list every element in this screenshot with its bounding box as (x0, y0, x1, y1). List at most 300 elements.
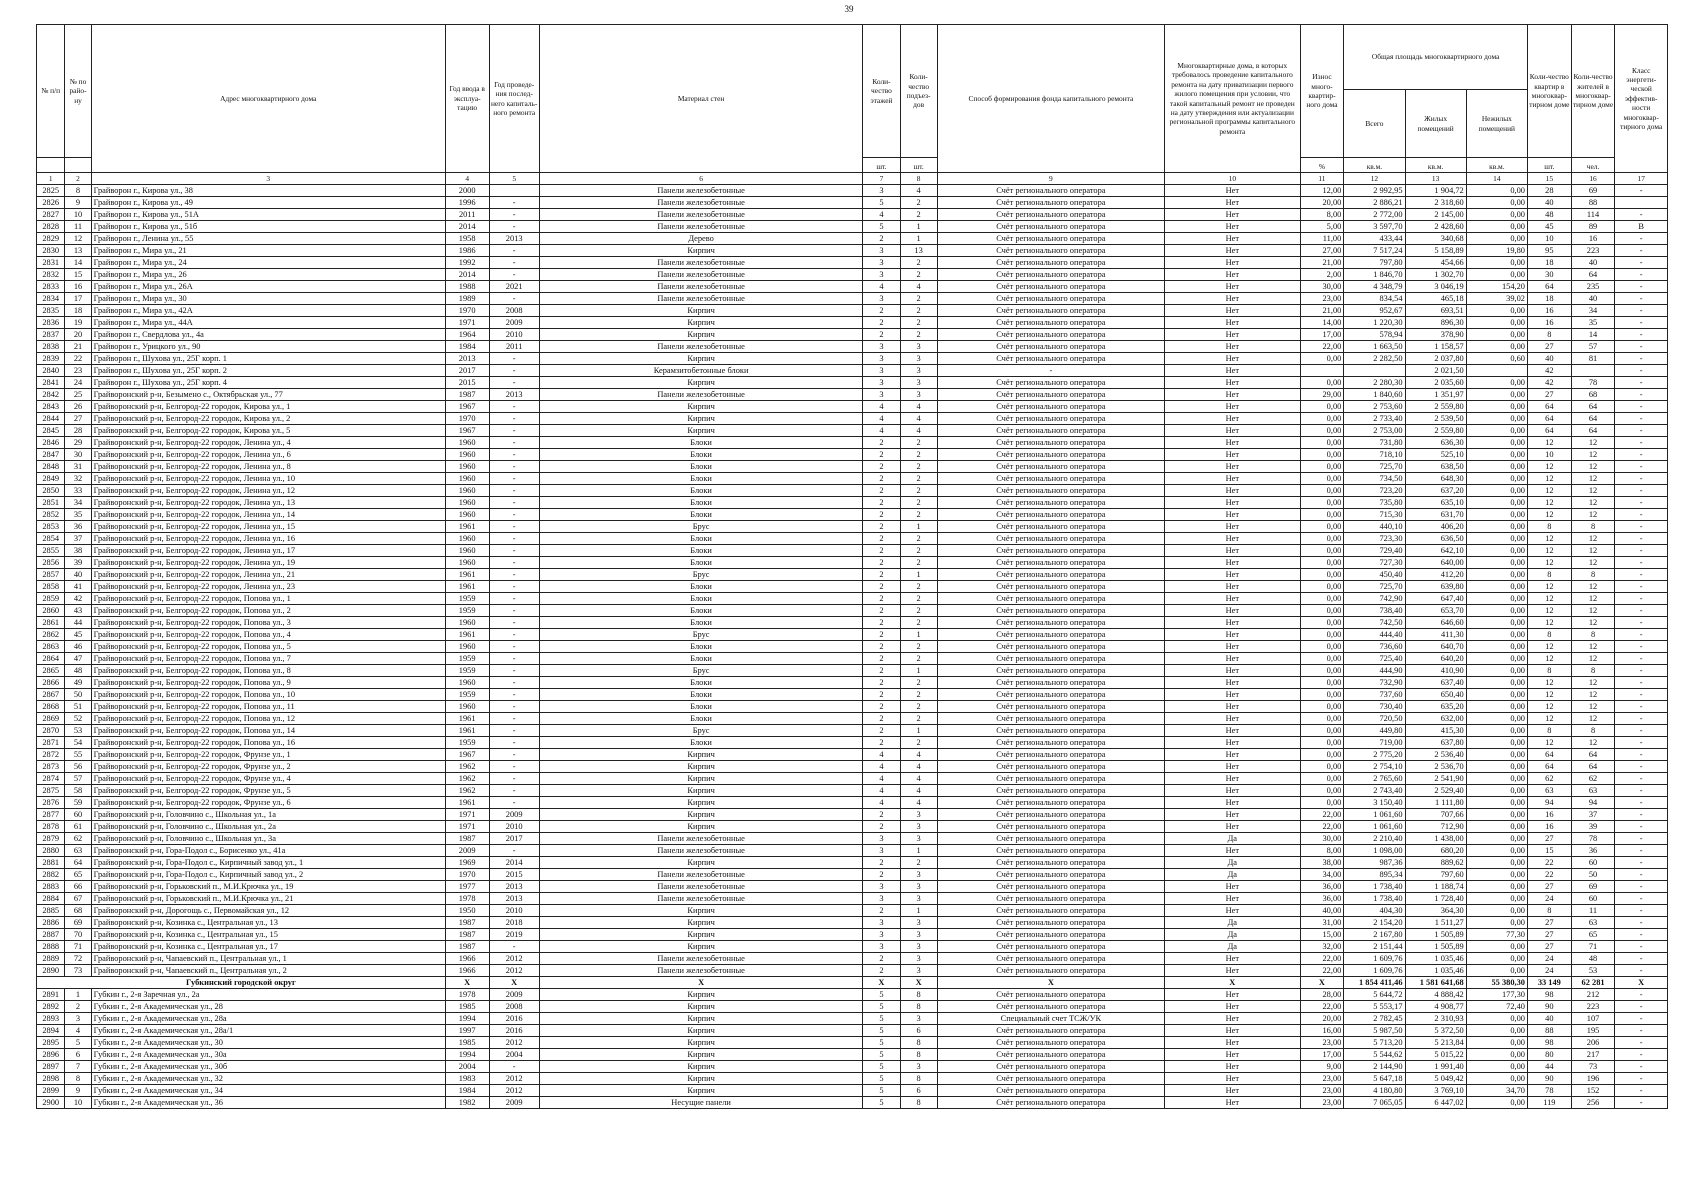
cell-area-total: 735,80 (1344, 497, 1405, 509)
cell-floors: 2 (863, 557, 900, 569)
cell-entrances: 3 (900, 1061, 937, 1073)
table-row (37, 269, 1668, 281)
cell-district-num: 73 (65, 965, 91, 977)
cell-year-built: 1967 (445, 749, 489, 761)
cell-address: Грайворонский р-н, Белгород-22 городок, Фрунзе ул., 6 (91, 797, 445, 809)
table-row (37, 1013, 1668, 1025)
cell-year-repair: - (489, 653, 539, 665)
cell-address: Грайворонский р-н, Чапаевский п., Центральная ул., 2 (91, 965, 445, 977)
cell-wear: 0,00 (1300, 605, 1344, 617)
cell-district-num: 40 (65, 569, 91, 581)
cell-year-repair: - (489, 677, 539, 689)
cell-residents: 12 (1571, 617, 1615, 629)
cell-area-living: 647,40 (1405, 593, 1466, 605)
cell-year-built: 1997 (445, 1025, 489, 1037)
cell-energy-class: - (1615, 701, 1668, 713)
cell-apartments: 12 (1527, 617, 1571, 629)
cell-district-num: 67 (65, 893, 91, 905)
cell-entrances: 2 (900, 485, 937, 497)
cell-wear: 0,00 (1300, 497, 1344, 509)
cell-address: Грайворонский р-н, Гора-Подол с., Кирпичный завод ул., 1 (91, 857, 445, 869)
cell-energy-class: - (1615, 773, 1668, 785)
cell-repair-required: Да (1165, 857, 1301, 869)
cell-year-built: 2015 (445, 377, 489, 389)
table-row (37, 449, 1668, 461)
cell-row-num: 2828 (37, 221, 65, 233)
cell-address: Грайворонский р-н, Белгород-22 городок, Фрунзе ул., 5 (91, 785, 445, 797)
cell-district-num: 9 (65, 197, 91, 209)
cell-floors: 5 (863, 1001, 900, 1013)
cell-floors: 3 (863, 341, 900, 353)
cell-wall-material: Панели железобетонные (539, 197, 863, 209)
cell-fund-method: Счёт регионального оператора (937, 593, 1164, 605)
cell-wear: 5,00 (1300, 221, 1344, 233)
table-row (37, 749, 1668, 761)
cell-fund-method: Счёт регионального оператора (937, 641, 1164, 653)
cell-row-num: 2831 (37, 257, 65, 269)
cell-repair-required: Нет (1165, 449, 1301, 461)
header-apartments: Коли-чество квартир в многоквар-тирном доме (1527, 25, 1571, 158)
cell-row-num: 2829 (37, 233, 65, 245)
cell-wall-material: Блоки (539, 593, 863, 605)
cell-residents: 89 (1571, 221, 1615, 233)
cell-residents: 48 (1571, 953, 1615, 965)
cell-energy-class: - (1615, 629, 1668, 641)
cell-floors: 2 (863, 701, 900, 713)
cell-year-repair: 2014 (489, 857, 539, 869)
cell-area-nonliving: 0,00 (1466, 641, 1527, 653)
cell-area-living: 653,70 (1405, 605, 1466, 617)
cell-floors: 4 (863, 281, 900, 293)
table-row (37, 953, 1668, 965)
cell-district-num: 50 (65, 689, 91, 701)
cell-residents: 8 (1571, 665, 1615, 677)
cell-apartments: 63 (1527, 785, 1571, 797)
cell-district-num: 28 (65, 425, 91, 437)
cell-year-built: 1978 (445, 893, 489, 905)
cell-row-num: 2865 (37, 665, 65, 677)
cell-area-living: 2 559,80 (1405, 425, 1466, 437)
table-row (37, 653, 1668, 665)
cell-year-repair: 2009 (489, 317, 539, 329)
cell-year-built: 1959 (445, 737, 489, 749)
cell-energy-class: - (1615, 473, 1668, 485)
cell-area-total: 797,80 (1344, 257, 1405, 269)
cell-area-nonliving: 0,00 (1466, 665, 1527, 677)
cell-energy-class: - (1615, 941, 1668, 953)
cell-apartments: 12 (1527, 437, 1571, 449)
table-row (37, 941, 1668, 953)
cell-year-built: 1967 (445, 401, 489, 413)
cell-row-num: 2827 (37, 209, 65, 221)
cell-apartments: 15 (1527, 845, 1571, 857)
column-number: 1 (37, 173, 65, 185)
cell-district-num: 62 (65, 833, 91, 845)
cell-area-total: 1 220,30 (1344, 317, 1405, 329)
cell-address: Грайворонский р-н, Белгород-22 городок, Попова ул., 12 (91, 713, 445, 725)
cell-wear: 0,00 (1300, 677, 1344, 689)
cell-floors: 4 (863, 773, 900, 785)
cell-wall-material: Блоки (539, 689, 863, 701)
cell-address: Грайворонский р-н, Белгород-22 городок, Попова ул., 2 (91, 605, 445, 617)
cell-floors: 5 (863, 197, 900, 209)
cell-apartments: 64 (1527, 401, 1571, 413)
cell-area-living: 1 035,46 (1405, 965, 1466, 977)
cell-area-total: 2 753,60 (1344, 401, 1405, 413)
cell-area-nonliving: 0,00 (1466, 629, 1527, 641)
cell-energy-class: - (1615, 1001, 1668, 1013)
cell-repair-required: Нет (1165, 317, 1301, 329)
cell-row-num: 2850 (37, 485, 65, 497)
column-number: 7 (863, 173, 900, 185)
cell-area-total: 1 609,76 (1344, 965, 1405, 977)
cell-residents: 65 (1571, 929, 1615, 941)
cell-address: Грайворон г., Мира ул., 30 (91, 293, 445, 305)
header-year-built: Год ввода в эксплуа-тацию (445, 25, 489, 173)
cell-entrances: 4 (900, 797, 937, 809)
table-row (37, 509, 1668, 521)
cell-residents: 64 (1571, 761, 1615, 773)
cell-row-num: 2852 (37, 509, 65, 521)
cell-year-built: 1970 (445, 869, 489, 881)
cell-repair-required: Нет (1165, 437, 1301, 449)
cell-fund-method: Счёт регионального оператора (937, 785, 1164, 797)
cell-address: Губкин г., 2-я Заречная ул., 2а (91, 989, 445, 1001)
cell-year-built: 1970 (445, 413, 489, 425)
cell-repair-required: Нет (1165, 1073, 1301, 1085)
header-unit-floors: шт. (863, 158, 900, 173)
cell-year-repair (489, 185, 539, 197)
header-fund-method: Способ формирования фонда капитального ремонта (937, 25, 1164, 173)
cell-year-repair: - (489, 605, 539, 617)
cell-row-num: 2856 (37, 557, 65, 569)
cell-wear: 0,00 (1300, 665, 1344, 677)
cell-area-living: 5 158,89 (1405, 245, 1466, 257)
cell-year-built: 1996 (445, 197, 489, 209)
cell-year-built: 1960 (445, 473, 489, 485)
cell-apartments: 18 (1527, 257, 1571, 269)
cell-repair-required: Нет (1165, 413, 1301, 425)
cell-row-num: 2840 (37, 365, 65, 377)
cell-year-repair: - (489, 365, 539, 377)
cell-year-built: 1959 (445, 605, 489, 617)
cell-district-num: 56 (65, 761, 91, 773)
header-unit-residents: чел. (1571, 158, 1615, 173)
section-title: Губкинский городской округ (37, 977, 446, 989)
cell-year-repair: - (489, 641, 539, 653)
cell-repair-required: Нет (1165, 893, 1301, 905)
cell-area-nonliving: 0,00 (1466, 449, 1527, 461)
table-row (37, 221, 1668, 233)
cell-repair-required: Нет (1165, 389, 1301, 401)
cell-year-built: 1988 (445, 281, 489, 293)
cell-energy-class: - (1615, 677, 1668, 689)
cell-entrances: 1 (900, 629, 937, 641)
cell-area-living: 5 015,22 (1405, 1049, 1466, 1061)
cell-energy-class: - (1615, 965, 1668, 977)
cell-entrances: 4 (900, 401, 937, 413)
cell-area-living: 2 037,80 (1405, 353, 1466, 365)
cell-wall-material: Кирпич (539, 989, 863, 1001)
cell-entrances: 2 (900, 689, 937, 701)
cell-wall-material: Кирпич (539, 809, 863, 821)
section-cell-wear: X (1300, 977, 1344, 989)
cell-repair-required: Нет (1165, 881, 1301, 893)
cell-area-total: 5 544,62 (1344, 1049, 1405, 1061)
cell-area-nonliving: 0,00 (1466, 425, 1527, 437)
cell-area-nonliving: 0,00 (1466, 737, 1527, 749)
cell-residents: 60 (1571, 857, 1615, 869)
cell-year-repair: - (489, 221, 539, 233)
cell-district-num: 8 (65, 1073, 91, 1085)
cell-row-num: 2870 (37, 725, 65, 737)
cell-area-total: 742,90 (1344, 593, 1405, 605)
cell-wall-material: Панели железобетонные (539, 881, 863, 893)
cell-residents: 12 (1571, 545, 1615, 557)
cell-floors: 5 (863, 1097, 900, 1109)
table-row (37, 497, 1668, 509)
cell-wear: 9,00 (1300, 1061, 1344, 1073)
cell-energy-class: - (1615, 353, 1668, 365)
cell-area-nonliving: 0,00 (1466, 809, 1527, 821)
cell-year-repair: - (489, 557, 539, 569)
cell-area-living: 646,60 (1405, 617, 1466, 629)
cell-fund-method: Счёт регионального оператора (937, 737, 1164, 749)
cell-floors: 2 (863, 509, 900, 521)
cell-floors: 4 (863, 209, 900, 221)
cell-residents: 69 (1571, 881, 1615, 893)
cell-area-nonliving: 0,00 (1466, 533, 1527, 545)
cell-area-total: 7 517,24 (1344, 245, 1405, 257)
cell-apartments: 64 (1527, 281, 1571, 293)
cell-residents: 12 (1571, 497, 1615, 509)
cell-energy-class: - (1615, 413, 1668, 425)
cell-area-nonliving: 0,00 (1466, 461, 1527, 473)
cell-area-total: 1 663,50 (1344, 341, 1405, 353)
cell-apartments: 22 (1527, 857, 1571, 869)
cell-year-repair: - (489, 941, 539, 953)
cell-residents: 8 (1571, 629, 1615, 641)
cell-district-num: 54 (65, 737, 91, 749)
cell-address: Грайворонский р-н, Белгород-22 городок, Ленина ул., 16 (91, 533, 445, 545)
column-number-row (37, 173, 1668, 185)
cell-entrances: 1 (900, 665, 937, 677)
cell-floors: 2 (863, 737, 900, 749)
cell-repair-required: Нет (1165, 353, 1301, 365)
cell-apartments: 27 (1527, 833, 1571, 845)
cell-entrances: 2 (900, 449, 937, 461)
cell-residents: 71 (1571, 941, 1615, 953)
cell-area-nonliving: 39,02 (1466, 293, 1527, 305)
cell-energy-class: - (1615, 497, 1668, 509)
cell-energy-class: - (1615, 557, 1668, 569)
cell-row-num: 2862 (37, 629, 65, 641)
cell-entrances: 2 (900, 677, 937, 689)
cell-area-total: 1 609,76 (1344, 953, 1405, 965)
cell-year-repair: - (489, 473, 539, 485)
cell-area-total: 723,20 (1344, 485, 1405, 497)
cell-wear: 0,00 (1300, 701, 1344, 713)
cell-entrances: 4 (900, 749, 937, 761)
header-num: № п/п (37, 25, 65, 158)
cell-fund-method: Счёт регионального оператора (937, 905, 1164, 917)
column-number: 14 (1466, 173, 1527, 185)
header-residents: Коли-чество жителей в многоквар-тирном доме (1571, 25, 1615, 158)
cell-area-living: 650,40 (1405, 689, 1466, 701)
cell-area-living: 4 888,42 (1405, 989, 1466, 1001)
cell-wear: 0,00 (1300, 737, 1344, 749)
cell-wear: 0,00 (1300, 617, 1344, 629)
cell-wall-material: Блоки (539, 605, 863, 617)
cell-entrances: 2 (900, 617, 937, 629)
cell-wear: 20,00 (1300, 197, 1344, 209)
cell-residents: 88 (1571, 197, 1615, 209)
cell-entrances: 8 (900, 1073, 937, 1085)
cell-floors: 5 (863, 989, 900, 1001)
cell-year-built: 1950 (445, 905, 489, 917)
cell-address: Грайворонский р-н, Белгород-22 городок, Ленина ул., 21 (91, 569, 445, 581)
cell-district-num: 47 (65, 653, 91, 665)
cell-area-nonliving: 0,00 (1466, 1097, 1527, 1109)
table-row (37, 425, 1668, 437)
cell-energy-class: - (1615, 533, 1668, 545)
cell-year-repair: - (489, 725, 539, 737)
cell-wall-material: Панели железобетонные (539, 281, 863, 293)
cell-energy-class: - (1615, 809, 1668, 821)
cell-fund-method: Счёт регионального оператора (937, 665, 1164, 677)
cell-row-num: 2866 (37, 677, 65, 689)
cell-district-num: 9 (65, 1085, 91, 1097)
cell-repair-required: Нет (1165, 197, 1301, 209)
cell-address: Грайворонский р-н, Чапаевский п., Центральная ул., 1 (91, 953, 445, 965)
table-row (37, 917, 1668, 929)
cell-area-total: 5 713,20 (1344, 1037, 1405, 1049)
cell-row-num: 2884 (37, 893, 65, 905)
cell-address: Губкин г., 2-я Академическая ул., 36 (91, 1097, 445, 1109)
table-row (37, 305, 1668, 317)
cell-row-num: 2837 (37, 329, 65, 341)
cell-wear: 30,00 (1300, 281, 1344, 293)
cell-energy-class: - (1615, 665, 1668, 677)
cell-year-built: 1994 (445, 1013, 489, 1025)
cell-energy-class: - (1615, 857, 1668, 869)
cell-floors: 5 (863, 1073, 900, 1085)
cell-residents: 12 (1571, 449, 1615, 461)
cell-year-repair: - (489, 761, 539, 773)
cell-district-num: 21 (65, 341, 91, 353)
cell-area-nonliving: 0,00 (1466, 1013, 1527, 1025)
cell-repair-required: Да (1165, 869, 1301, 881)
cell-repair-required: Нет (1165, 629, 1301, 641)
cell-year-repair: - (489, 437, 539, 449)
cell-wear: 0,00 (1300, 797, 1344, 809)
cell-residents: 12 (1571, 581, 1615, 593)
cell-district-num: 69 (65, 917, 91, 929)
cell-year-repair: - (489, 749, 539, 761)
section-cell-residents: 62 281 (1571, 977, 1615, 989)
cell-area-living: 889,62 (1405, 857, 1466, 869)
cell-year-built: 1962 (445, 761, 489, 773)
housing-register-table-container (36, 24, 1668, 1109)
table-row (37, 461, 1668, 473)
cell-fund-method: Счёт регионального оператора (937, 317, 1164, 329)
cell-area-living: 640,70 (1405, 641, 1466, 653)
table-row (37, 185, 1668, 197)
cell-apartments: 94 (1527, 797, 1571, 809)
column-number: 12 (1344, 173, 1405, 185)
cell-apartments: 24 (1527, 965, 1571, 977)
section-cell-area-nonliving: 55 380,30 (1466, 977, 1527, 989)
cell-repair-required: Нет (1165, 821, 1301, 833)
cell-area-total: 2 733,40 (1344, 413, 1405, 425)
cell-wall-material: Блоки (539, 737, 863, 749)
cell-area-living: 5 213,84 (1405, 1037, 1466, 1049)
cell-wear (1300, 365, 1344, 377)
cell-apartments: 24 (1527, 893, 1571, 905)
cell-repair-required: Нет (1165, 257, 1301, 269)
cell-wall-material: Кирпич (539, 917, 863, 929)
cell-wall-material: Кирпич (539, 245, 863, 257)
cell-wear: 0,00 (1300, 545, 1344, 557)
cell-area-living: 1 904,72 (1405, 185, 1466, 197)
cell-repair-required: Нет (1165, 689, 1301, 701)
cell-energy-class: - (1615, 341, 1668, 353)
cell-repair-required: Нет (1165, 329, 1301, 341)
table-row (37, 833, 1668, 845)
cell-residents: 12 (1571, 461, 1615, 473)
header-area-nonliving: Нежилых помещений (1466, 90, 1527, 158)
cell-apartments: 12 (1527, 605, 1571, 617)
cell-address: Грайворонский р-н, Белгород-22 городок, Попова ул., 16 (91, 737, 445, 749)
table-row (37, 353, 1668, 365)
table-row (37, 701, 1668, 713)
cell-year-repair: 2012 (489, 1085, 539, 1097)
header-energy-class: Класс энергети-ческой эффектив-ности многоквар-тирного дома (1615, 25, 1668, 173)
cell-fund-method: Счёт регионального оператора (937, 221, 1164, 233)
section-cell-year-built: X (445, 977, 489, 989)
cell-floors: 2 (863, 953, 900, 965)
cell-district-num: 43 (65, 605, 91, 617)
cell-entrances: 4 (900, 281, 937, 293)
cell-area-total: 2 775,20 (1344, 749, 1405, 761)
cell-row-num: 2867 (37, 689, 65, 701)
header-address: Адрес многоквартирного дома (91, 25, 445, 173)
cell-wall-material: Панели железобетонные (539, 389, 863, 401)
cell-year-built: 1964 (445, 329, 489, 341)
cell-fund-method: Счёт регионального оператора (937, 185, 1164, 197)
cell-entrances: 4 (900, 761, 937, 773)
cell-area-nonliving: 0,00 (1466, 545, 1527, 557)
cell-area-total: 738,40 (1344, 605, 1405, 617)
cell-wear: 0,00 (1300, 353, 1344, 365)
cell-apartments: 64 (1527, 761, 1571, 773)
cell-district-num: 44 (65, 617, 91, 629)
cell-area-total: 444,90 (1344, 665, 1405, 677)
cell-fund-method: Счёт регионального оператора (937, 809, 1164, 821)
cell-wear: 29,00 (1300, 389, 1344, 401)
cell-wall-material: Блоки (539, 677, 863, 689)
cell-floors: 2 (863, 725, 900, 737)
cell-wall-material: Кирпич (539, 761, 863, 773)
cell-area-total: 1 738,40 (1344, 881, 1405, 893)
cell-floors: 2 (863, 869, 900, 881)
cell-wear: 31,00 (1300, 917, 1344, 929)
table-row (37, 233, 1668, 245)
table-row (37, 281, 1668, 293)
cell-address: Грайворонский р-н, Головчино с., Школьная ул., 3а (91, 833, 445, 845)
cell-address: Грайворонский р-н, Белгород-22 городок, Попова ул., 1 (91, 593, 445, 605)
cell-wear: 23,00 (1300, 1037, 1344, 1049)
